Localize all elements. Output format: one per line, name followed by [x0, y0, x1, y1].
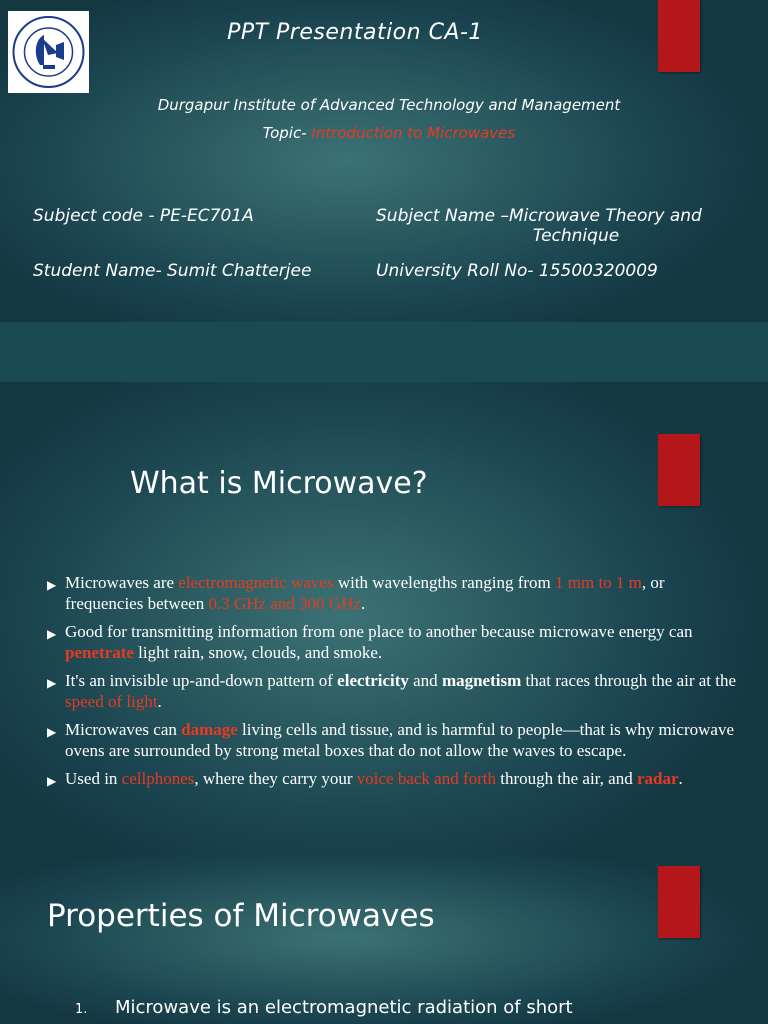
bullet-arrow-icon: ▶ — [47, 676, 57, 690]
list-item: ▶ Microwaves are electromagnetic waves with wavelengths ranging from 1 mm to 1 m, or frequencies between 0.3 GHz and 300 GHz. — [47, 573, 665, 613]
slide-what-is-microwave — [0, 382, 768, 852]
item-number: 1. — [75, 1002, 88, 1017]
topic-prefix: Topic- — [262, 124, 312, 142]
bullet-arrow-icon: ▶ — [47, 774, 57, 788]
list-item: ▶ Used in cellphones, where they carry your voice back and forth through the air, and radar. — [47, 768, 737, 789]
slide-title — [0, 0, 768, 322]
student-name: Student Name- Sumit Chatterjee — [33, 261, 312, 281]
slide-heading: What is Microwave? — [130, 466, 428, 501]
presentation-title: PPT Presentation CA-1 — [227, 20, 483, 45]
subject-code: Subject code - PE-EC701A — [33, 206, 254, 226]
list-item: ▶ It's an invisible up-and-down pattern of electricity and magnetism that races through the air at the speed of light. — [47, 671, 737, 711]
slide-properties — [0, 852, 768, 1024]
bullet-list — [47, 572, 737, 796]
topic-name: Introduction to Microwaves — [311, 124, 516, 142]
list-item: ▶ Good for transmitting information from one place to another because microwave energy can penetrate light rain, snow, clouds, and smoke. — [47, 622, 693, 662]
bullet-arrow-icon: ▶ — [47, 578, 57, 592]
red-accent-bar — [658, 434, 700, 506]
numbered-list-item — [75, 997, 573, 1018]
subject-name-line2: Technique — [532, 226, 620, 246]
roll-number: University Roll No- 15500320009 — [376, 261, 658, 281]
red-accent-bar — [658, 866, 700, 938]
topic-line — [0, 124, 768, 142]
institute-name: Durgapur Institute of Advanced Technology and Management — [157, 96, 621, 114]
subject-name — [376, 206, 746, 246]
bullet-arrow-icon: ▶ — [47, 627, 57, 641]
slide-heading: Properties of Microwaves — [47, 898, 435, 934]
list-item: ▶ Microwaves can damage living cells and tissue, and is harmful to people—that is why microwave ovens are surrounded by strong metal boxes that do not allow the waves to escape. — [47, 720, 735, 760]
slide-separator — [0, 322, 768, 382]
subject-name-line1: Subject Name –Microwave Theory and — [376, 206, 702, 226]
item-text: Microwave is an electromagnetic radiation of short — [115, 997, 573, 1018]
bullet-arrow-icon: ▶ — [47, 725, 57, 739]
